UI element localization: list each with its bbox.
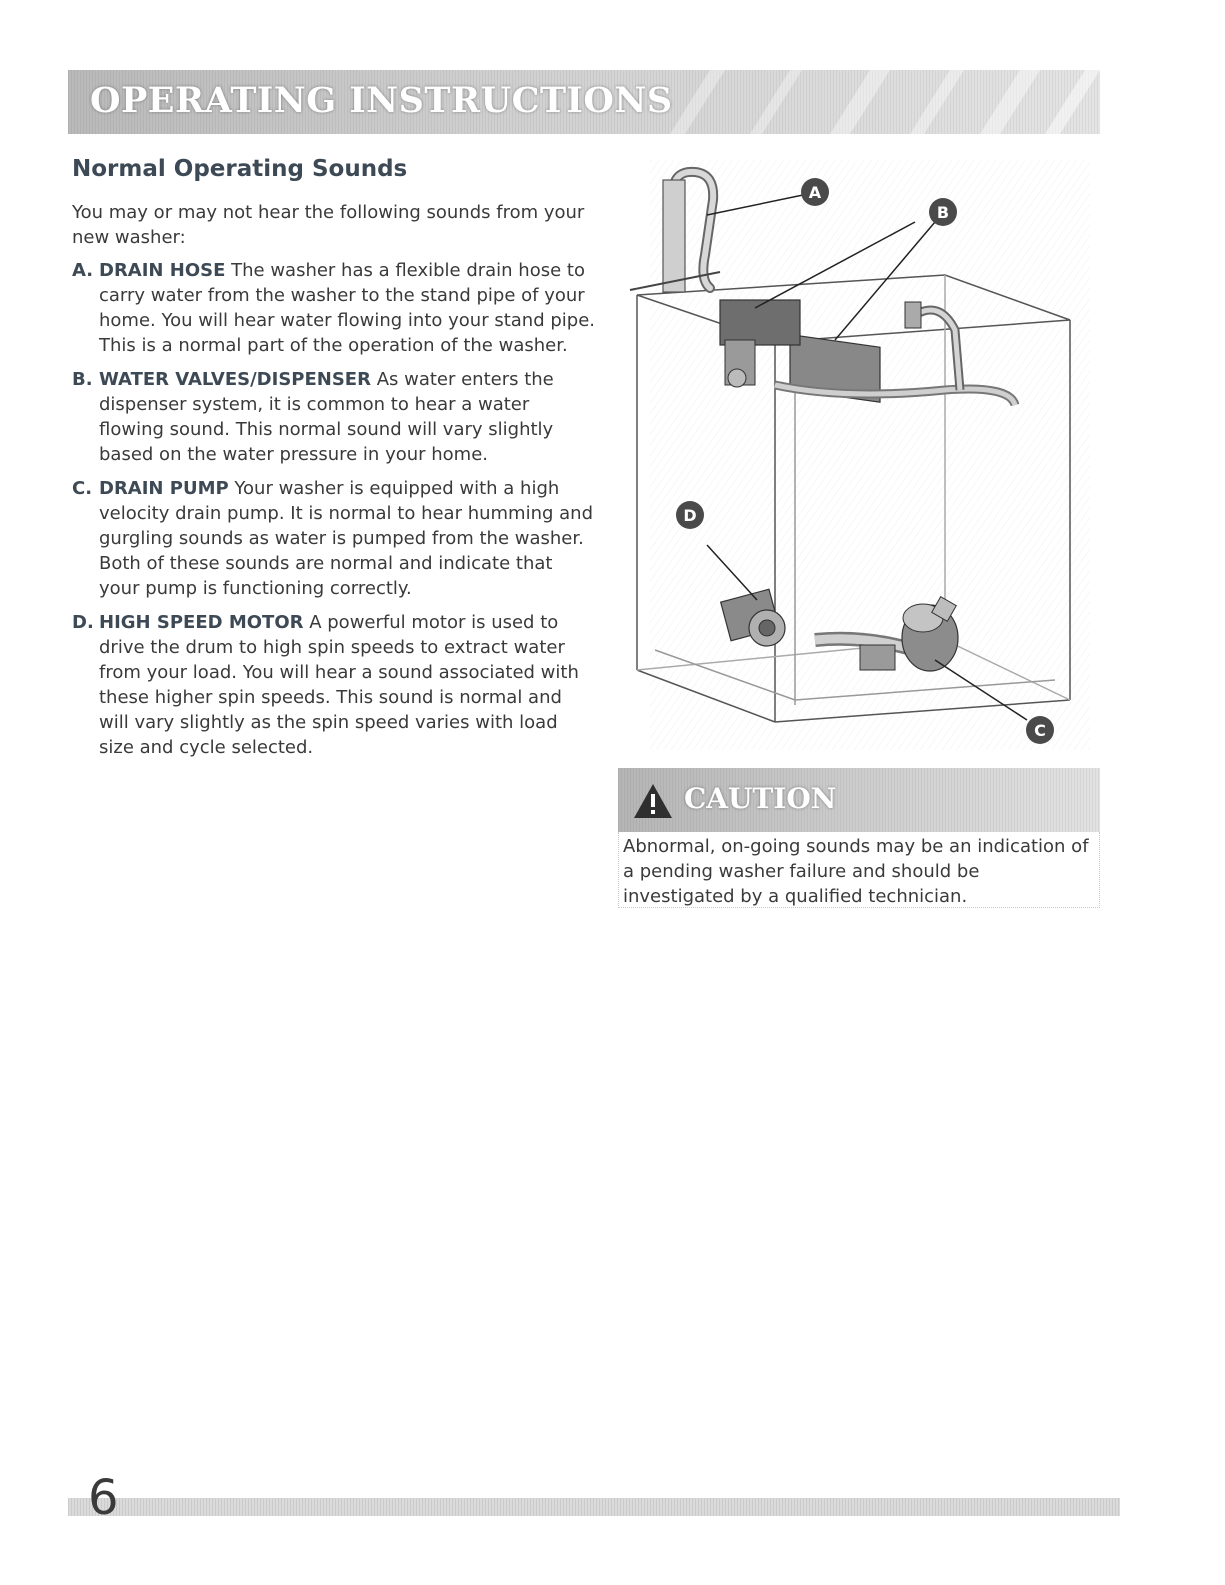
callout-b-label: B: [936, 203, 950, 222]
section-title: Normal Operating Sounds: [72, 156, 408, 182]
item-term: DRAIN PUMP: [99, 478, 229, 499]
callout-c-label: C: [1034, 721, 1046, 740]
item-description: The washer has a flexible drain hose to carry water from the washer to the stand pipe of your home. You will hear water flowing into your stand pipe. This is a normal part of the operation of the washer.: [99, 260, 596, 356]
callout-c: [1026, 716, 1054, 744]
item-term: DRAIN HOSE: [99, 260, 226, 281]
item-description: As water enters the dispenser system, it is common to hear a water flowing sound. This normal sound will vary slightly based on the water pressure in your home.: [99, 369, 554, 465]
item-term: HIGH SPEED MOTOR: [99, 612, 304, 633]
page-title: OPERATING INSTRUCTIONS: [90, 80, 673, 121]
list-item-drain-hose: [72, 258, 597, 358]
item-letter: B.: [72, 369, 93, 390]
intro-paragraph: You may or may not hear the following sounds from your new washer:: [72, 202, 585, 248]
item-letter: C.: [72, 478, 93, 499]
list-item-high-speed-motor: [72, 610, 597, 760]
item-letter: A.: [72, 260, 94, 281]
footer-bar: [68, 1498, 1120, 1516]
warning-triangle-icon: [632, 782, 674, 820]
callout-a-label: A: [808, 183, 822, 202]
list-item-drain-pump: [72, 476, 597, 601]
list-item-water-valves: [72, 367, 597, 467]
caution-label: CAUTION: [684, 782, 837, 815]
callout-a: [801, 178, 829, 206]
caution-header: [618, 768, 1100, 832]
caution-box: [618, 768, 1100, 908]
washer-illustration: [615, 160, 1100, 750]
callout-b: [929, 198, 957, 226]
page-number: 6: [88, 1470, 119, 1526]
item-description: A powerful motor is used to drive the drum to high spin speeds to extract water from your load. You will hear a sound associated with these higher spin speeds. This sound is normal and will vary slightly as the spin speed varies with load size and cycle selected.: [99, 612, 579, 758]
sound-list: [72, 258, 597, 769]
item-letter: D.: [72, 612, 94, 633]
item-description: Your washer is equipped with a high velocity drain pump. It is normal to hear humming and gurgling sounds as water is pumped from the washer. Both of these sounds are normal and indicate that your pump is functioning correctly.: [99, 478, 594, 599]
caution-text: Abnormal, on-going sounds may be an indication of a pending washer failure and should be investigated by a qualified technician.: [618, 832, 1100, 908]
item-term: WATER VALVES/DISPENSER: [99, 369, 371, 390]
callout-d-label: D: [683, 506, 697, 525]
callout-d: [676, 501, 704, 529]
header-banner: [68, 70, 1100, 134]
